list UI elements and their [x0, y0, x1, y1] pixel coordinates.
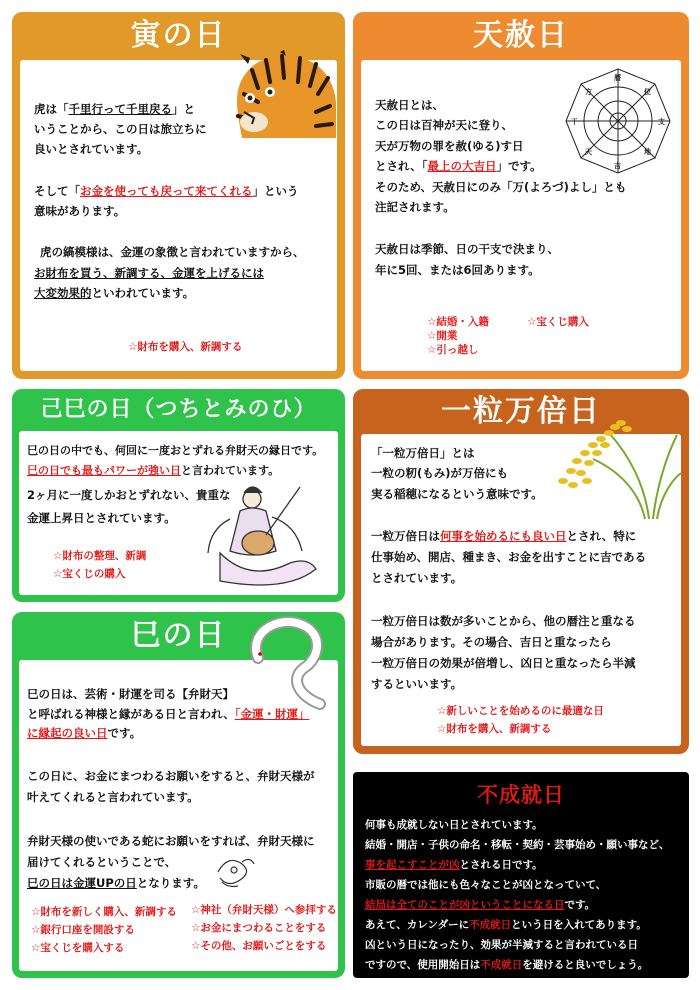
tsuchi-line: 巳の日でも最もパワーが強い日と言われています。 — [27, 464, 280, 477]
rice-plant-illustration — [549, 415, 683, 519]
calendar-wheel-illustration — [563, 66, 673, 176]
fujo-line: 凶という日になったり、効果が半減すると言われている日 — [365, 939, 638, 951]
tensha-title: 天赦日 — [473, 18, 569, 53]
mi-line: と呼ばれる神様と縁がある日と言われ、「金運・財運」 — [27, 707, 310, 721]
ichiryu-line: 場合があります。その場合、吉日と重なったら — [371, 635, 612, 649]
mi-item: ☆財布を新しく購入、新調する — [31, 906, 177, 918]
wheel-char: 吉 — [614, 162, 621, 170]
ichiryu-line: 一粒の籾(もみ)が万倍にも — [371, 466, 509, 480]
tensha-line: とされ、「最上の大吉日」です。 — [375, 159, 542, 173]
tsuchi-title: 己巳の日（つちとみのひ） — [40, 397, 317, 422]
ichiryu-item: ☆財布を購入、新調する — [437, 723, 552, 735]
tora-item: ☆財布を購入、新調する — [128, 341, 243, 353]
tsuchinotomi-card — [12, 389, 345, 602]
mi-line: 巳の日は、芸術・財運を司る【弁財天】 — [27, 687, 234, 701]
white-snake-illustration — [238, 612, 342, 710]
wheel-char: 支 — [658, 118, 665, 126]
wheel-char: 暦 — [614, 74, 621, 82]
fujoju-bi-card — [353, 772, 689, 978]
ichiryu-line: とされています。 — [371, 571, 463, 585]
fujo-line: 事を起こすことが凶とされる日です。 — [365, 859, 543, 871]
tensha-line: 天赦日は季節、日の干支で決まり、 — [375, 242, 559, 256]
ichiryu-line: 仕事始め、開店、種まき、お金を出すことに吉である — [371, 550, 647, 564]
wheel-char: 地 — [644, 148, 651, 156]
tensha-line: 年に5回、または6回あります。 — [375, 263, 540, 277]
ichiryu-title: 一粒万倍日 — [441, 394, 601, 429]
tensha-item: ☆結婚・入籍 — [427, 316, 489, 328]
fujo-line: 結局は全てのことが凶ということになる日です。 — [365, 899, 596, 911]
fujo-title: 不成就日 — [477, 783, 565, 807]
tora-line: 大変効果的といわれています。 — [34, 286, 195, 300]
fujo-line: あえて、カレンダーに不成就日という日を入れてあります。 — [365, 919, 647, 931]
mi-item: ☆お金にまつわることをする — [191, 922, 327, 934]
tsuchi-line: 巳の日の中でも、何回に一度おとずれる弁財天の縁日です。 — [27, 444, 324, 457]
tora-line: いうことから、この日は旅立ちに — [34, 122, 207, 136]
mi-line: この日に、お金にまつわるお願いをすると、弁財天様が — [27, 769, 315, 783]
wheel-char: 位 — [644, 88, 651, 96]
snake-sketch-illustration — [212, 852, 258, 890]
ichiryu-line: するといいます。 — [371, 677, 463, 691]
mi-item: ☆神社（弁財天様）へ参拝する — [191, 904, 337, 916]
mi-item: ☆銀行口座を開設する — [31, 924, 135, 936]
mi-line: に縁起の良い日です。 — [27, 726, 142, 740]
ichiryu-manbai-bi-card — [353, 389, 689, 754]
mi-no-hi-card — [12, 612, 345, 978]
tiger-illustration — [222, 50, 338, 138]
tensha-item: ☆引っ越し — [427, 344, 479, 356]
tsuchi-line: 2ヶ月に一度しかおとずれない、貴重な — [27, 488, 231, 502]
ichiryu-line: 「一粒万倍日」とは — [371, 446, 475, 460]
tensha-item: ☆宝くじ購入 — [527, 316, 589, 328]
tora-line: 虎の縞模様は、金運の象徴と言われていますから、 — [40, 245, 305, 259]
mi-title: 巳の日 — [130, 618, 227, 653]
tora-line: お財布を買う、新調する、金運を上げるには — [34, 266, 264, 280]
tensha-item: ☆開業 — [427, 330, 458, 342]
mi-line: 叶えてくれると言われています。 — [27, 790, 199, 804]
tensha-bi-card — [353, 12, 689, 379]
tora-line: そして「お金を使っても戻って来てくれる」という — [34, 184, 299, 198]
tora-line: 意味があります。 — [34, 204, 126, 218]
tensha-line: この日は百神が天に登り、 — [375, 118, 513, 132]
fujo-line: 何事も成就しない日とされています。 — [365, 819, 543, 831]
tora-line: 虎は「千里行って千里戻る」と — [34, 102, 195, 116]
ichiryu-line: 一粒万倍日は数が多いことから、他の暦注と重なる — [371, 614, 636, 628]
fujo-line: 市販の暦では他にも色々なことが凶となっていて、 — [365, 879, 607, 891]
wheel-char: 天 — [585, 148, 592, 156]
tora-line: 良いとされています。 — [34, 142, 149, 156]
mi-line: 届けてくれるということで、 — [27, 855, 177, 869]
tsuchi-item: ☆宝くじの購入 — [53, 568, 126, 580]
tora-title: 寅の日 — [130, 18, 227, 53]
fujo-line: ですので、使用開始日は不成就日を避けると良いでしょう。 — [365, 959, 649, 971]
mi-item: ☆その他、お願いごとをする — [191, 940, 327, 952]
ichiryu-line: 一粒万倍日は何事を始めるにも良い日とされ、特に — [371, 529, 637, 543]
ichiryu-line: 一粒万倍日の効果が倍増し、凶日と重なったら半減 — [371, 656, 636, 670]
tensha-line: 天赦日とは、 — [375, 98, 444, 112]
ichiryu-item: ☆新しいことを始めるのに最適な日 — [437, 705, 604, 717]
wheel-char: 方 — [585, 88, 592, 96]
tensha-line: 天が万物の罪を赦(ゆる)す日 — [375, 139, 524, 153]
benzaiten-illustration — [200, 483, 318, 587]
wheel-char: 干 — [571, 118, 578, 126]
tora-no-hi-card — [12, 12, 345, 379]
fujo-line: 結婚・開店・子供の命名・移転・契約・芸事始め・願い事など、 — [365, 839, 670, 851]
mi-line: 巳の日は金運UPの日となります。 — [27, 876, 205, 890]
mi-item: ☆宝くじを購入する — [31, 942, 125, 954]
mi-line: 弁財天様の使いである蛇にお願いをすれば、弁財天様に — [27, 834, 315, 848]
ichiryu-line: 実る稲穂になるという意味です。 — [371, 487, 543, 501]
tensha-line: 注記されます。 — [375, 200, 455, 214]
tsuchi-line: 金運上昇日とされています。 — [27, 511, 176, 525]
tsuchi-item: ☆財布の整理、新調 — [53, 550, 147, 562]
tensha-line: そのため、天赦日にのみ「万(よろづ)よし」とも — [375, 180, 627, 194]
